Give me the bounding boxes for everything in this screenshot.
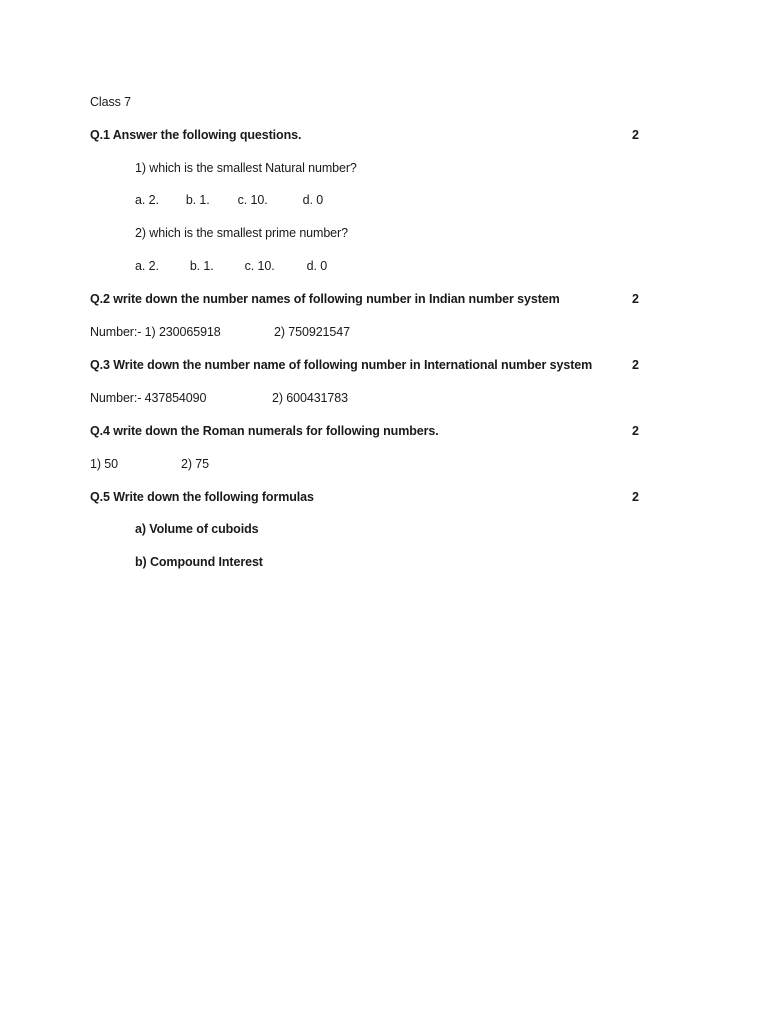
question-1-marks: 2: [632, 128, 639, 142]
question-5-item-a: a) Volume of cuboids: [135, 522, 259, 536]
option-a: a. 2.: [135, 259, 159, 273]
option-b: b. 1.: [185, 193, 210, 207]
question-3-number-1: Number:- 437854090: [90, 391, 207, 405]
question-2-marks: 2: [632, 292, 639, 306]
question-1-sub-2: 2) which is the smallest prime number?: [135, 226, 348, 240]
question-2-number-1: Number:- 1) 230065918: [90, 325, 221, 339]
question-4-title: Q.4 write down the Roman numerals for following numbers.: [90, 424, 439, 438]
question-1-sub-1: 1) which is the smallest Natural number?: [135, 161, 357, 175]
question-4-marks: 2: [632, 424, 639, 438]
question-5-item-b: b) Compound Interest: [135, 555, 263, 569]
question-4-number-2: 2) 75: [181, 457, 209, 471]
question-2-title: Q.2 write down the number names of following number in Indian number system: [90, 292, 560, 306]
question-1-title: Q.1 Answer the following questions.: [90, 128, 302, 142]
question-5-title: Q.5 Write down the following formulas: [90, 490, 314, 504]
question-1-sub-2-options: [135, 258, 327, 274]
question-2-number-2: 2) 750921547: [274, 325, 350, 339]
question-4-number-1: 1) 50: [90, 457, 118, 471]
question-1-sub-1-options: [135, 192, 323, 208]
option-d: d. 0: [302, 193, 324, 207]
question-3-title: Q.3 Write down the number name of following number in International number system: [90, 358, 593, 372]
option-b: b. 1.: [189, 259, 214, 273]
question-3-number-2: 2) 600431783: [272, 391, 348, 405]
option-c: c. 10.: [237, 193, 268, 207]
class-label: Class 7: [90, 95, 131, 109]
option-d: d. 0: [306, 259, 328, 273]
question-5-marks: 2: [632, 490, 639, 504]
question-3-marks: 2: [632, 358, 639, 372]
option-a: a. 2.: [135, 193, 159, 207]
option-c: c. 10.: [244, 259, 275, 273]
